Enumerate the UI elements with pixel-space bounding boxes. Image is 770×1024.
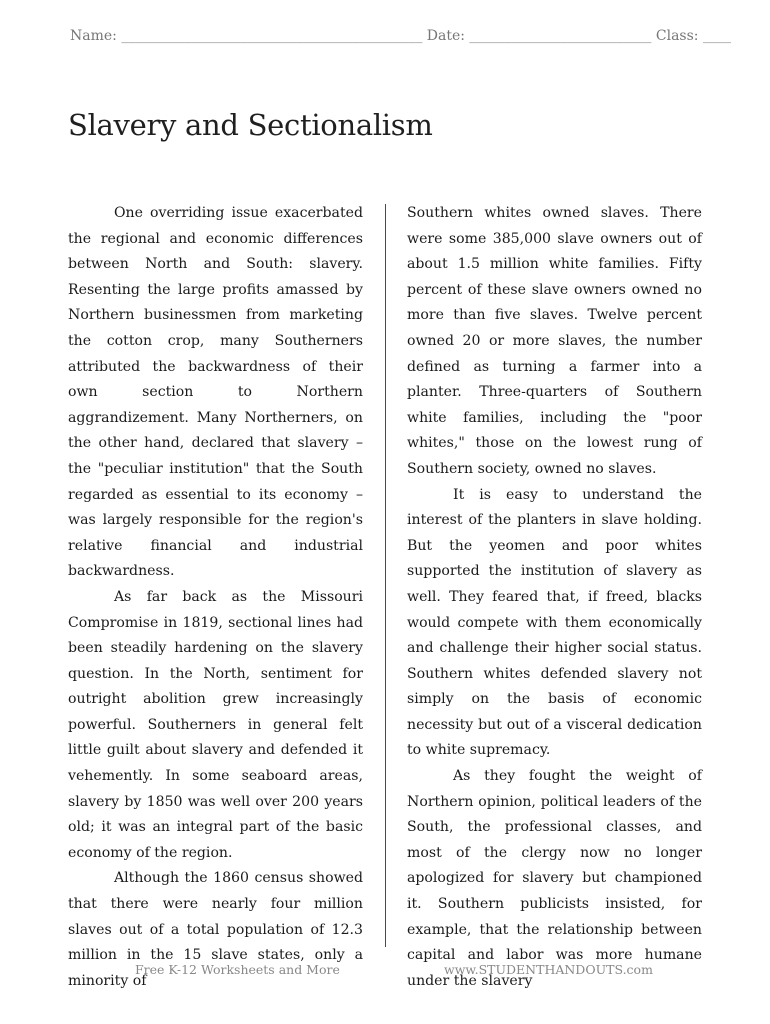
left-paragraph-1: One overriding issue exacerbated the regional and economic differences between North and South: slavery. Resenting the large profits amassed by Northern businessmen from marketing the cotton crop, many Southerners attributed the backwardness of their own section to Northern aggrandizement. Many Northerners, on the other hand, declared that slavery – the "peculiar institution" that the South regarded as essential to its economy – was largely responsible for the region's relative financial and industrial backwardness.	[68, 205, 363, 580]
worksheet-header	[70, 28, 731, 50]
class-field-label: Class: ____	[655, 28, 731, 44]
footer-website: www.STUDENTHANDOUTS.com	[444, 962, 653, 977]
right-paragraph-continued: Southern whites owned slaves. There were some 385,000 slave owners out of about 1.5 million white families. Fifty percent of these slave owners owned no more than five slaves. Twelve percent owned 20 or more slaves, the number defined as turning a farmer into a planter. Three-quarters of Southern white families, including the "poor whites," those on the lowest rung of Southern society, owned no slaves.	[407, 205, 702, 477]
name-field-label: Name: ___________________________________________	[70, 28, 423, 44]
page-title: Slavery and Sectionalism	[68, 108, 433, 142]
right-paragraph-2: It is easy to understand the interest of the planters in slave holding. But the yeomen and poor whites supported the institution of slavery as well. They feared that, if freed, blacks would compete with them economically and challenge their higher social status. Southern whites defended slavery not simply on the basis of economic necessity but out of a visceral dedication to white supremacy.	[407, 486, 702, 759]
left-paragraph-2: As far back as the Missouri Compromise in 1819, sectional lines had been steadily hardening on the slavery question. In the North, sentiment for outright abolition grew increasingly powerful. Southerners in general felt little guilt about slavery and defended it vehemently. In some seaboard areas, slavery by 1850 was well over 200 years old; it was an integral part of the basic economy of the region.	[68, 588, 363, 861]
footer-tagline: Free K-12 Worksheets and More	[135, 962, 340, 977]
left-paragraph-3: Although the 1860 census showed that there were nearly four million slaves out of a total population of 12.3 million in the 15 slave states, only a minority of	[68, 870, 363, 989]
right-paragraph-3: As they fought the weight of Northern opinion, political leaders of the South, the professional classes, and most of the clergy now no longer apologized for slavery but championed it. Southern publicists insisted, for example, that the relationship between capital and labor was more humane under the slavery	[407, 768, 702, 989]
column-divider	[385, 204, 386, 947]
date-field-label: Date: __________________________	[426, 28, 652, 44]
